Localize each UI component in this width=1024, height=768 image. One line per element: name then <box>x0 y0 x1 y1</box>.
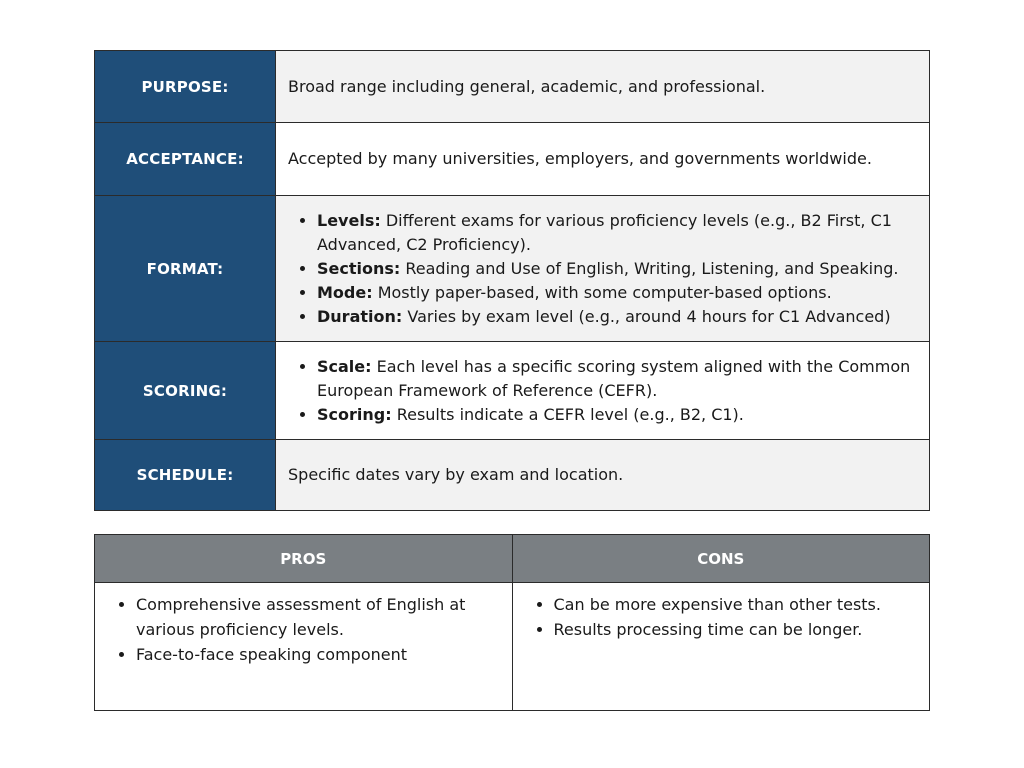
scoring-list <box>288 355 917 427</box>
list-text: Reading and Use of English, Writing, Listening, and Speaking. <box>400 258 899 278</box>
list-item <box>317 403 917 427</box>
scoring-value <box>276 342 930 440</box>
acceptance-label: ACCEPTANCE: <box>95 123 276 196</box>
format-list <box>288 209 917 329</box>
pros-cell <box>95 583 513 711</box>
list-text: Mostly paper-based, with some computer-based options. <box>372 282 832 302</box>
list-term: Scale: <box>317 356 372 376</box>
cons-header: CONS <box>512 535 930 583</box>
list-term: Scoring: <box>317 404 392 424</box>
list-term: Levels: <box>317 210 381 230</box>
pros-header: PROS <box>95 535 513 583</box>
purpose-row <box>95 51 930 123</box>
list-term: Sections: <box>317 258 401 278</box>
list-term: Duration: <box>317 306 403 326</box>
list-item: • Face-to-face speaking component <box>136 642 500 667</box>
scoring-label: SCORING: <box>95 342 276 440</box>
cons-list <box>525 592 918 642</box>
list-item <box>317 209 917 257</box>
list-text: Results indicate a CEFR level (e.g., B2, C1). <box>391 404 744 424</box>
pros-cons-header-row <box>95 535 930 583</box>
exam-details-table <box>94 50 930 511</box>
acceptance-value: Accepted by many universities, employers, and governments worldwide. <box>276 123 930 196</box>
cons-cell <box>512 583 930 711</box>
schedule-row <box>95 440 930 511</box>
pros-cons-body-row <box>95 583 930 711</box>
list-item: • Can be more expensive than other tests. <box>554 592 918 617</box>
list-term: Mode: <box>317 282 373 302</box>
list-item <box>317 355 917 403</box>
list-item: • Results processing time can be longer. <box>554 617 918 642</box>
purpose-label: PURPOSE: <box>95 51 276 123</box>
pros-cons-table <box>94 534 930 711</box>
list-item: • Comprehensive assessment of English at various proficiency levels. <box>136 592 500 642</box>
list-item <box>317 305 917 329</box>
purpose-value: Broad range including general, academic, and professional. <box>276 51 930 123</box>
schedule-value: Specific dates vary by exam and location. <box>276 440 930 511</box>
format-row <box>95 196 930 342</box>
format-label: FORMAT: <box>95 196 276 342</box>
schedule-label: SCHEDULE: <box>95 440 276 511</box>
list-item <box>317 257 917 281</box>
list-item <box>317 281 917 305</box>
format-value <box>276 196 930 342</box>
list-text: Varies by exam level (e.g., around 4 hours for C1 Advanced) <box>402 306 891 326</box>
pros-list <box>107 592 500 667</box>
list-text: Each level has a specific scoring system aligned with the Common European Framework of Reference (CEFR). <box>317 356 911 400</box>
scoring-row <box>95 342 930 440</box>
acceptance-row <box>95 123 930 196</box>
list-text: Different exams for various proficiency levels (e.g., B2 First, C1 Advanced, C2 Proficiency). <box>317 210 892 254</box>
